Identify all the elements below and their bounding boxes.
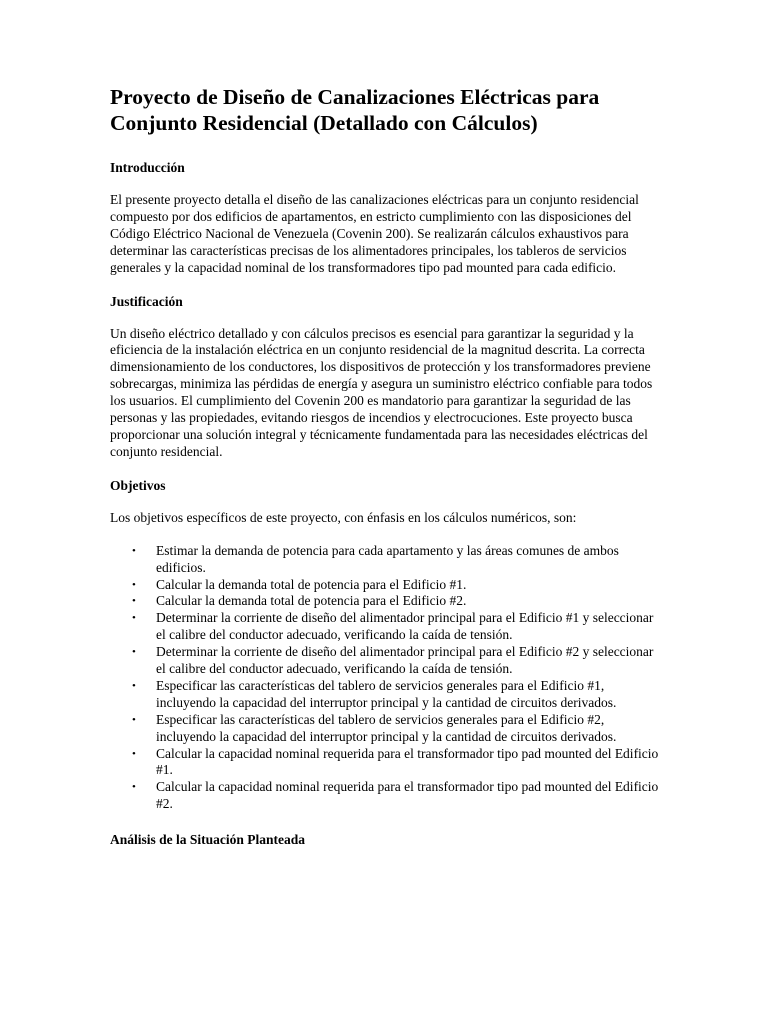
- list-item-text: Calcular la demanda total de potencia para el Edificio #2.: [156, 593, 467, 609]
- paragraph-objetivos: Los objetivos específicos de este proyecto, con énfasis en los cálculos numéricos, son:: [110, 509, 577, 525]
- list-item-text: Calcular la capacidad nominal requerida para el transformador tipo pad mounted del Edificio #1.: [156, 745, 659, 778]
- bullet-icon: •: [132, 713, 136, 726]
- bullet-icon: •: [132, 747, 136, 760]
- document-title: Proyecto de Diseño de Canalizaciones Eléctricas para Conjunto Residencial (Detallado con Cálculos): [110, 85, 600, 135]
- bullet-icon: •: [132, 578, 136, 591]
- bullet-icon: •: [132, 544, 136, 557]
- list-item: [132, 542, 659, 577]
- bullet-icon: •: [132, 679, 136, 692]
- list-item-text: Calcular la demanda total de potencia para el Edificio #1.: [156, 576, 467, 592]
- heading-introduccion: Introducción: [110, 160, 185, 175]
- list-item-text: Especificar las características del tablero de servicios generales para el Edificio #1, incluyendo la capacidad del interruptor principal y la cantidad de circuitos derivados.: [156, 677, 617, 710]
- list-item: [132, 610, 659, 644]
- paragraph-introduccion: El presente proyecto detalla el diseño de las canalizaciones eléctricas para un conjunto residencial compuesto por dos edificios de apartamentos, en estricto cumplimiento con las disposiciones del Código Eléctrico Nacional de Venezuela (Covenin 200). Se realizarán cálculos exhaustivos para determinar las características precisas de los alimentadores principales, los tableros de servicios generales y la capacidad nominal de los transformadores tipo pad mounted para cada edificio.: [110, 192, 639, 275]
- list-item-text: Determinar la corriente de diseño del alimentador principal para el Edificio #1 y seleccionar el calibre del conductor adecuado, verificando la caída de tensión.: [156, 610, 654, 643]
- list-item: [132, 745, 659, 780]
- list-item: [132, 644, 659, 678]
- bullet-icon: •: [132, 612, 136, 625]
- list-item: [132, 576, 659, 594]
- heading-analisis: Análisis de la Situación Planteada: [110, 832, 306, 848]
- paragraph-justificacion: Un diseño eléctrico detallado y con cálculos precisos es esencial para garantizar la seguridad y la eficiencia de la instalación eléctrica en un conjunto residencial de la magnitud descrita. La correcta dimensionamiento de los conductores, los dispositivos de protección y los transformadores previene sobrecargas, minimiza las pérdidas de energía y asegura un suministro eléctrico confiable para todos los usuarios. El cumplimiento del Covenin 200 es mandatorio para garantizar la seguridad de las personas y las propiedades, evitando riesgos de incendios y electrocuciones. Este proyecto busca proporcionar una solución integral y técnicamente fundamentada para las necesidades eléctricas del conjunto residencial.: [110, 325, 653, 459]
- list-item: [132, 711, 659, 746]
- list-item-text: Especificar las características del tablero de servicios generales para el Edificio #2, incluyendo la capacidad del interruptor principal y la cantidad de circuitos derivados.: [156, 711, 617, 744]
- list-item: [132, 677, 659, 712]
- bullet-icon: •: [132, 646, 136, 659]
- list-item-text: Estimar la demanda de potencia para cada apartamento y las áreas comunes de ambos edificios.: [156, 542, 619, 575]
- list-item-text: Determinar la corriente de diseño del alimentador principal para el Edificio #2 y seleccionar el calibre del conductor adecuado, verificando la caída de tensión.: [156, 644, 654, 677]
- bullet-icon: •: [132, 781, 136, 794]
- list-item: [132, 779, 659, 813]
- objectives-list: [110, 543, 659, 814]
- heading-objetivos: Objetivos: [110, 477, 166, 493]
- list-item-text: Calcular la capacidad nominal requerida para el transformador tipo pad mounted del Edificio #2.: [156, 779, 659, 812]
- bullet-icon: •: [132, 595, 136, 608]
- heading-justificacion: Justificación: [110, 293, 183, 309]
- list-item: [132, 593, 659, 610]
